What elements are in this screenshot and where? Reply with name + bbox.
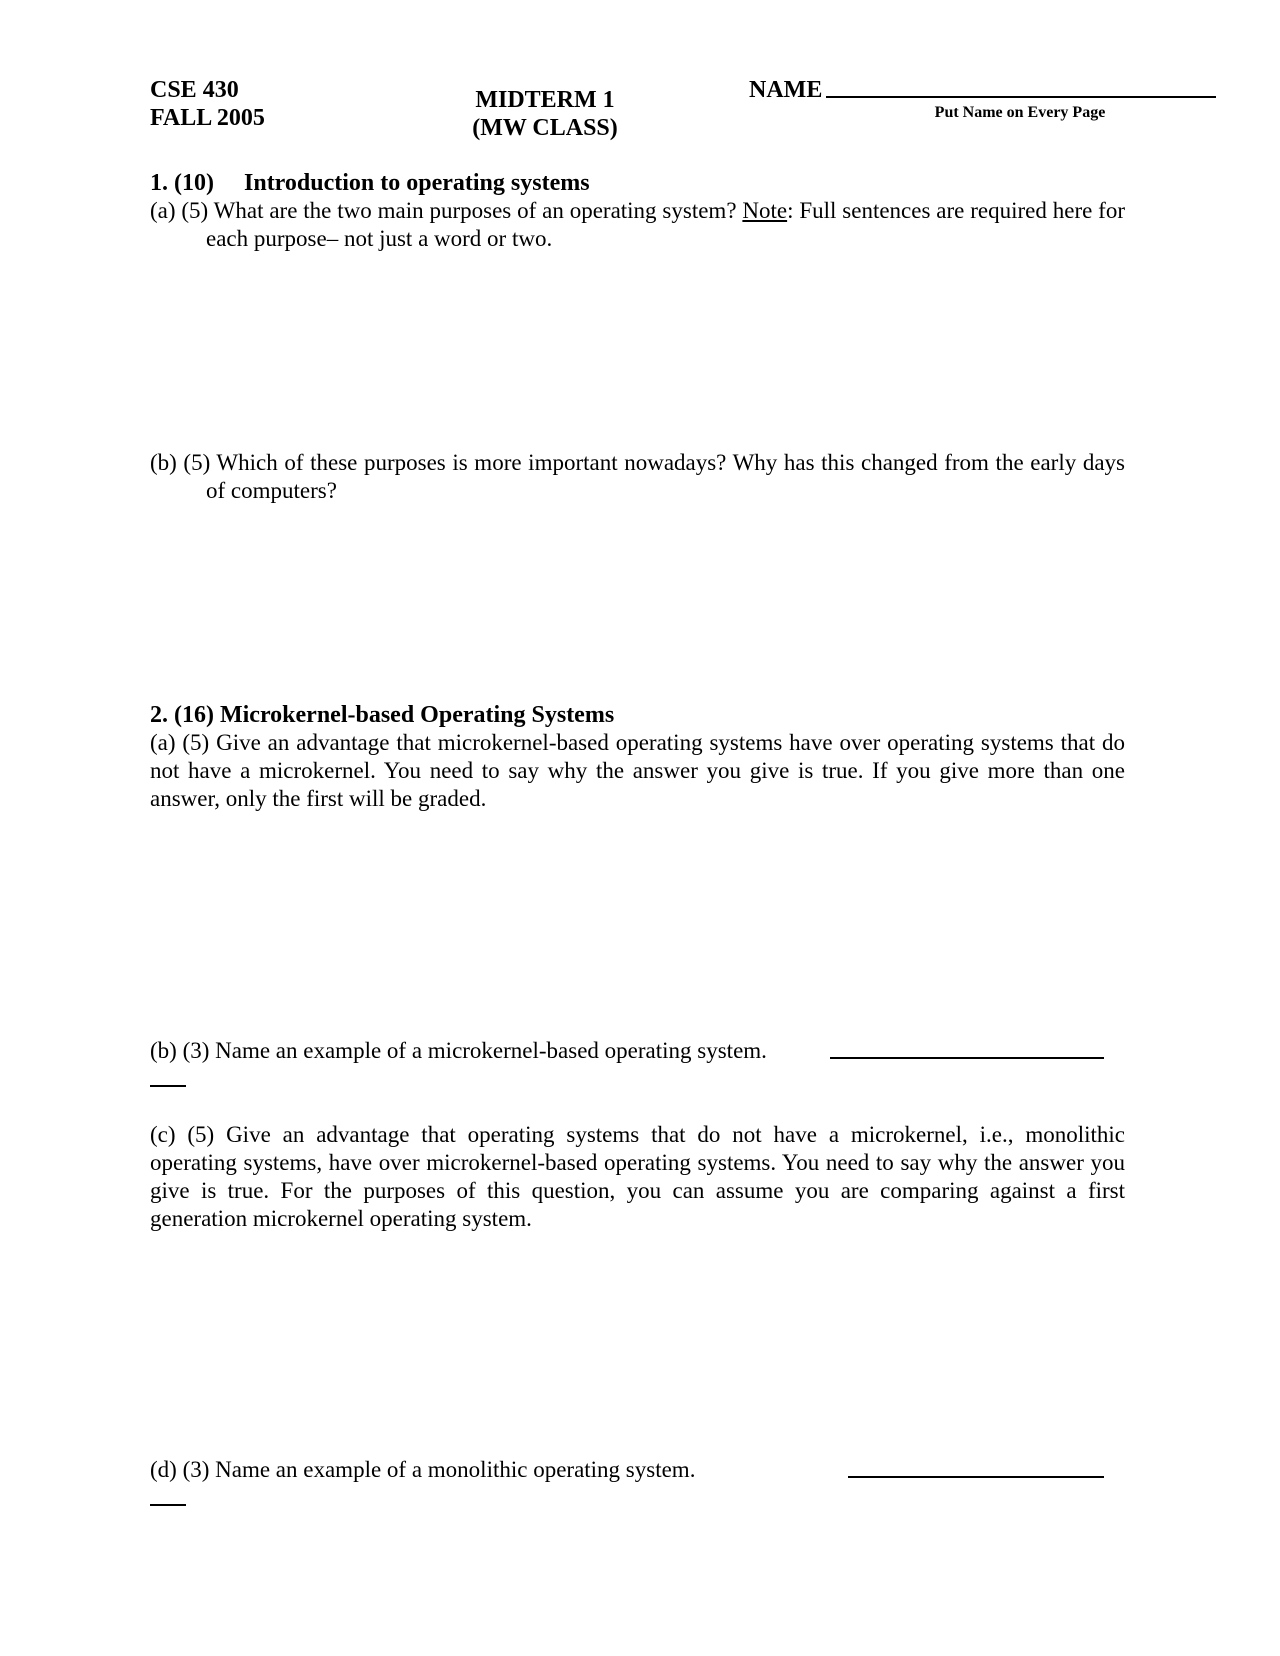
name-hint: Put Name on Every Page [934,104,1106,121]
exam-title: MIDTERM 1 [475,87,615,113]
q2-part-c: (c) (5) Give an advantage that operating systems that do not have a microkernel, i.e., monolithic operating systems, have over microkernel-based operating systems. You need to say why the answer you give is true. For the purposes of this question, you can assume you are comparing against a first generation microkernel operating system. [150,1122,1125,1231]
q1-a-suffix: : Full sentences are required here for each purpose– not just a word or two. [206,198,1125,251]
q1-title: Introduction to operating systems [244,170,590,196]
q2-d-answer-line[interactable] [848,1476,1104,1478]
q2-part-a: (a) (5) Give an advantage that microkernel-based operating systems have over operating systems that do not have a microkernel. You need to say why the answer you give is true. If you give more than one answer, only the first will be graded. [150,730,1125,811]
q1-number: 1. (10) [150,170,214,196]
q1-a-note: Note [742,198,788,223]
q2-heading: 2. (16) Microkernel-based Operating Systems [150,702,615,728]
q2-b-answer-line-overflow [150,1085,186,1087]
term: FALL 2005 [150,105,265,131]
q2-b-answer-line[interactable] [830,1057,1104,1059]
q2-part-b: (b) (3) Name an example of a microkernel-based operating system. [150,1038,767,1063]
q1-a-prefix: (a) (5) What are the two main purposes of an operating system? [150,198,743,223]
name-label: NAME [749,77,823,103]
q2-d-answer-line-overflow [150,1504,186,1506]
course-code: CSE 430 [150,77,239,103]
q1-part-a [150,197,1125,253]
q2-part-d: (d) (3) Name an example of a monolithic operating system. [150,1457,696,1482]
exam-section: (MW CLASS) [472,115,618,141]
q1-part-b: (b) (5) Which of these purposes is more important nowadays? Why has this changed from the early days of computers? [150,450,1125,503]
name-field[interactable] [826,96,1216,98]
